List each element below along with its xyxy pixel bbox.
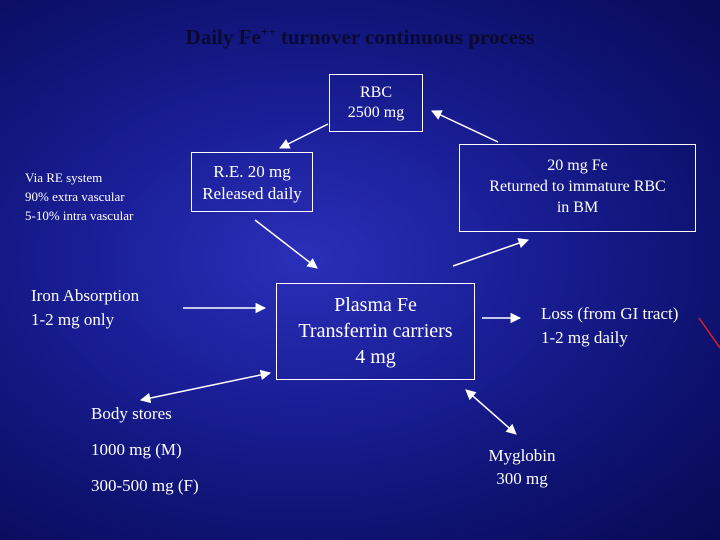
loss-line-2: 1-2 mg daily (541, 328, 628, 347)
myoglobin-line-2: 300 mg (496, 469, 548, 488)
plasma-carriers: Transferrin carriers (298, 320, 453, 342)
myoglobin-line-1: Myglobin (488, 446, 556, 465)
absorption-line-1: Iron Absorption (31, 286, 140, 305)
body-stores-line-2: 1000 mg (M) (91, 440, 182, 459)
title-main: Daily Fe (185, 25, 261, 49)
re-amount: R.E. 20 mg (213, 162, 291, 181)
arrow-plasma-to-myoglobin (466, 390, 516, 434)
via-re-line-3: 5-10% intra vascular (25, 208, 134, 223)
absorption-line-2: 1-2 mg only (31, 310, 115, 329)
plasma-label: Plasma Fe (334, 294, 417, 316)
title-rest: turnover continuous process (275, 25, 535, 49)
plasma-amount: 4 mg (355, 346, 396, 368)
arrow-rbc-to-re (280, 124, 328, 148)
loss-line-1: Loss (from GI tract) (541, 304, 679, 323)
arrow-returned-to-rbc (432, 111, 498, 142)
via-re-line-2: 90% extra vascular (25, 189, 125, 204)
stray-red-line (699, 318, 720, 348)
body-stores-line-1: Body stores (91, 404, 172, 423)
body-stores-line-3: 300-500 mg (F) (91, 476, 199, 495)
via-re-line-1: Via RE system (25, 170, 103, 185)
arrow-plasma-to-returned (453, 240, 528, 266)
returned-target: Returned to immature RBC (489, 178, 666, 195)
arrow-plasma-to-body-stores (141, 373, 270, 400)
returned-location: in BM (556, 199, 599, 216)
rbc-amount: 2500 mg (347, 104, 405, 121)
rbc-label: RBC (359, 84, 392, 101)
arrow-re-to-plasma (255, 220, 317, 268)
re-released: Released daily (202, 184, 302, 203)
returned-amount: 20 mg Fe (547, 157, 608, 174)
title-superscript: ++ (260, 24, 276, 39)
